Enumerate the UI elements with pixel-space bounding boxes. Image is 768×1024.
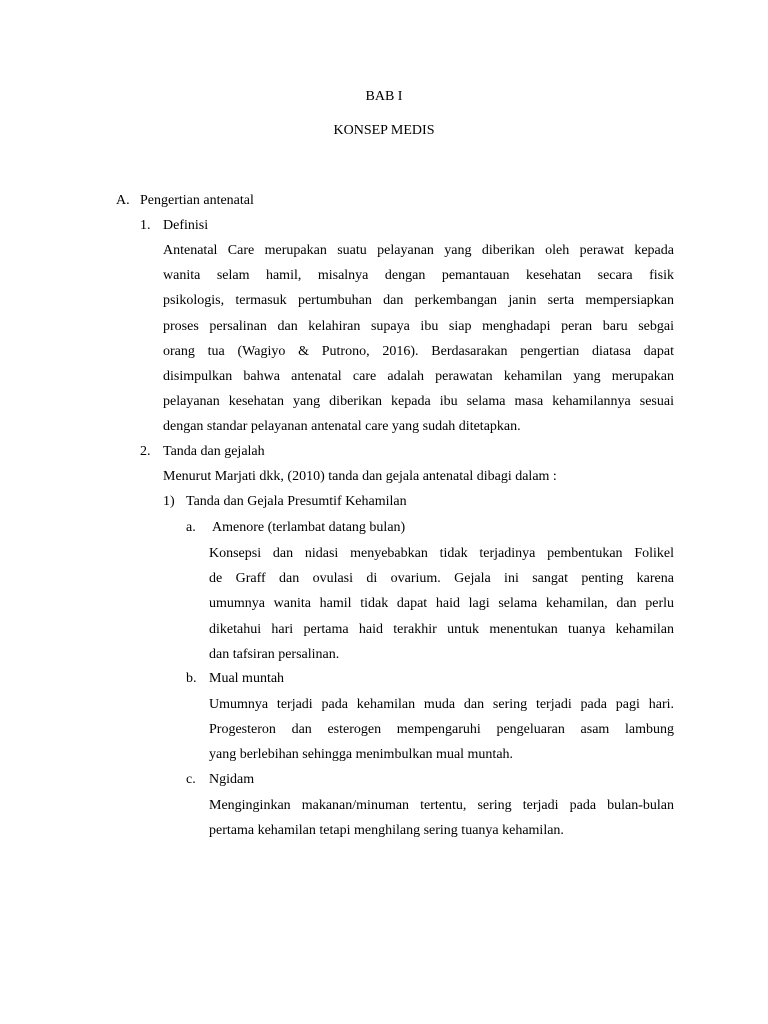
definition-paragraph (163, 238, 674, 440)
paragraph-line: dengan standar pelayanan antenatal care yang sudah ditetapkan. (163, 419, 521, 435)
amenore-paragraph (209, 541, 674, 667)
item-2-marker: 2. (140, 444, 151, 459)
sub-c-heading: Ngidam (209, 772, 255, 787)
paragraph-line: pelayanan kesehatan yang diberikan kepada ibu selama masa kehamilannya sesuai (163, 394, 674, 410)
sub-b-marker: b. (186, 671, 197, 686)
item-1-marker: 1. (140, 218, 151, 233)
paragraph-line: umumnya wanita hamil tidak dapat haid lagi selama kehamilan, dan perlu (209, 596, 674, 612)
paragraph-line: de Graff dan ovulasi di ovarium. Gejala ini sangat penting karena (209, 571, 674, 587)
sub-a-heading: Amenore (terlambat datang bulan) (212, 520, 406, 535)
item-2-intro: Menurut Marjati dkk, (2010) tanda dan gejala antenatal dibagi dalam : (163, 469, 557, 484)
sub-b-heading: Mual muntah (209, 671, 285, 686)
paragraph-line: yang berlebihan sehingga menimbulkan mual muntah. (209, 747, 514, 763)
paragraph-line: orang tua (Wagiyo & Putrono, 2016). Berdasarakan pengertian diatasa dapat (163, 343, 674, 359)
section-a-marker: A. (116, 193, 130, 208)
paragraph-line: Umumnya terjadi pada kehamilan muda dan sering terjadi pada pagi hari. (209, 697, 674, 712)
paragraph-line: diketahui hari pertama haid terakhir untuk menentukan tuanya kehamilan (209, 621, 674, 637)
sub-a-marker: a. (186, 520, 196, 535)
paragraph-line: Menginginkan makanan/minuman tertentu, sering terjadi pada bulan-bulan (209, 798, 674, 813)
paragraph-line: pertama kehamilan tetapi menghilang sering tuanya kehamilan. (209, 823, 564, 839)
section-a-heading: Pengertian antenatal (140, 193, 254, 208)
paragraph-line: wanita selam hamil, misalnya dengan pemantauan kesehatan secara fisik (163, 268, 674, 284)
chapter-heading: BAB I (365, 89, 403, 104)
ngidam-paragraph (209, 793, 674, 843)
sub-c-marker: c. (186, 772, 196, 787)
paragraph-line: proses persalinan dan kelahiran supaya ibu siap menghadapi peran baru sebgai (163, 318, 674, 334)
paragraph-line: Konsepsi dan nidasi menyebabkan tidak terjadinya pembentukan Folikel (209, 546, 674, 561)
paragraph-line: psikologis, termasuk pertumbuhan dan perkembangan janin serta mempersiapkan (163, 293, 674, 309)
paragraph-line: Progesteron dan esterogen mempengaruhi pengeluaran asam lambung (209, 722, 674, 738)
paragraph-line: dan tafsiran persalinan. (209, 646, 340, 662)
item-2-heading: Tanda dan gejalah (163, 444, 265, 459)
paragraph-line: Antenatal Care merupakan suatu pelayanan yang diberikan oleh perawat kepada (163, 243, 674, 258)
item-1-heading: Definisi (163, 218, 209, 233)
mual-muntah-paragraph (209, 692, 674, 768)
sub-1-heading: Tanda dan Gejala Presumtif Kehamilan (186, 494, 407, 509)
paragraph-line: disimpulkan bahwa antenatal care adalah perawatan kehamilan yang merupakan (163, 369, 674, 385)
chapter-title: KONSEP MEDIS (333, 123, 435, 138)
sub-1-marker: 1) (163, 494, 175, 509)
